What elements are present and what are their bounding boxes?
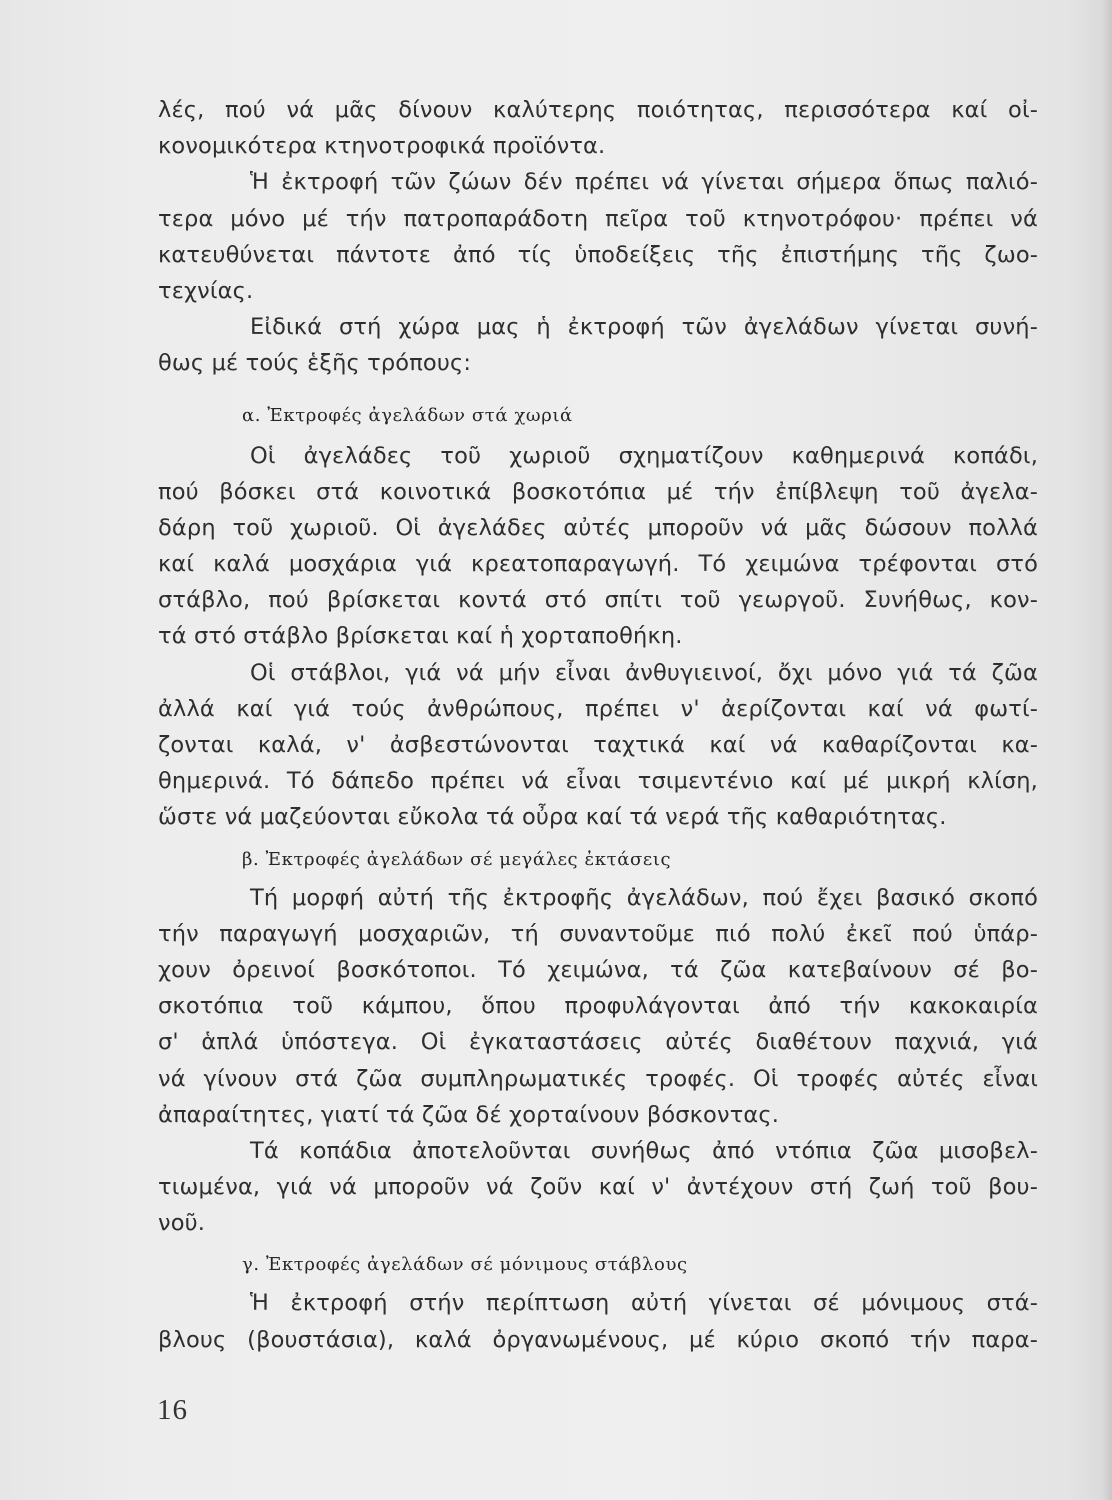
text-line: τερα μόνο μέ τήν πατροπαράδοτη πεῖρα τοῦ κτηνοτρόφου· πρέπει νά — [158, 205, 1038, 232]
text-line: καί καλά μοσχάρια γιά κρεατοπαραγωγή. Τό χειμώνα τρέφονται στό — [158, 551, 1038, 578]
text-line: Τά κοπάδια ἀποτελοῦνται συνήθως ἀπό ντόπια ζῶα μισοβελ- — [250, 1137, 1038, 1164]
text-line: ἀλλά καί γιά τούς ἀνθρώπους, πρέπει ν' ἀερίζονται καί νά φωτί- — [158, 695, 1038, 722]
text-line: ζονται καλά, ν' ἀσβεστώνονται ταχτικά καί νά καθαρίζονται κα- — [158, 732, 1038, 758]
text-line: νοῦ. — [158, 1210, 206, 1237]
text-line: τά στό στάβλο βρίσκεται καί ἡ χορταποθήκη. — [158, 623, 683, 650]
text-line: Οἱ στάβλοι, γιά νά μήν εἶναι ἀνθυγιεινοί, ὄχι μόνο γιά τά ζῶα — [250, 659, 1038, 686]
section-heading-a: α. Ἐκτροφές ἀγελάδων στά χωριά — [242, 404, 573, 426]
paragraph-permanent-stables — [158, 1285, 1038, 1357]
text-line: σκοτόπια τοῦ κάμπου, ὅπου προφυλάγονται ἀπό τήν κακοκαιρία — [158, 993, 1038, 1020]
text-line: Εἰδικά στή χώρα μας ἡ ἐκτροφή τῶν ἀγελάδων γίνεται συνή- — [250, 314, 1038, 341]
text-line: βλους (βουστάσια), καλά ὀργανωμένους, μέ κύριο σκοπό τήν παρα- — [158, 1326, 1038, 1353]
text-line: Ἡ ἐκτροφή στήν περίπτωση αὐτή γίνεται σέ μόνιμους στά- — [250, 1290, 1038, 1317]
paragraph-villages — [158, 438, 1038, 655]
text-line: Τή μορφή αὐτή τῆς ἐκτροφῆς ἀγελάδων, πού ἔχει βασικό σκοπό — [250, 884, 1038, 911]
text-line: σ' ἁπλά ὑπόστεγα. Οἱ ἐγκαταστάσεις αὐτές διαθέτουν παχνιά, γιά — [158, 1029, 1038, 1056]
text-line: θως μέ τούς ἑξῆς τρόπους: — [158, 350, 472, 377]
text-line: Ἡ ἐκτροφή τῶν ζώων δέν πρέπει νά γίνεται σήμερα ὅπως παλιό- — [250, 169, 1038, 196]
text-line: λές, πού νά μᾶς δίνουν καλύτερης ποιότητας, περισσότερα καί οἰ- — [158, 97, 1038, 123]
paragraph-breeding-science — [158, 164, 1038, 309]
paragraph-country-methods — [158, 309, 1038, 381]
text-line: νά γίνουν στά ζῶα συμπληρωματικές τροφές. Οἱ τροφές αὐτές εἶναι — [158, 1065, 1038, 1092]
paragraph-large-areas — [158, 880, 1038, 1133]
page-edge-shadow — [1102, 0, 1112, 1500]
text-line: θημερινά. Τό δάπεδο πρέπει νά εἶναι τσιμεντένιο καί μέ μικρή κλίση, — [158, 768, 1038, 795]
text-line: χουν ὀρεινοί βοσκότοποι. Τό χειμώνα, τά ζῶα κατεβαίνουν σέ βο- — [158, 956, 1038, 983]
text-line: Οἱ ἀγελάδες τοῦ χωριοῦ σχηματίζουν καθημερινά κοπάδι, — [250, 442, 1038, 469]
text-line: τεχνίας. — [158, 277, 254, 304]
body-text — [158, 92, 1038, 1358]
text-line: κατευθύνεται πάντοτε ἀπό τίς ὑποδείξεις τῆς ἐπιστήμης τῆς ζωο- — [158, 241, 1038, 268]
text-line: πού βόσκει στά κοινοτικά βοσκοτόπια μέ τήν ἐπίβλεψη τοῦ ἀγελα- — [158, 478, 1038, 505]
intro-paragraph — [158, 92, 1038, 164]
text-line: στάβλο, πού βρίσκεται κοντά στό σπίτι τοῦ γεωργοῦ. Συνήθως, κον- — [158, 587, 1038, 614]
text-line: τήν παραγωγή μοσχαριῶν, τή συναντοῦμε πιό πολύ ἐκεῖ πού ὑπάρ- — [158, 920, 1038, 947]
page-number: 16 — [157, 1394, 188, 1426]
section-heading-b: β. Ἐκτροφές ἀγελάδων σέ μεγάλες ἐκτάσεις — [242, 848, 672, 870]
text-line: ὥστε νά μαζεύονται εὔκολα τά οὖρα καί τά νερά τῆς καθαριότητας. — [158, 804, 947, 831]
paragraph-stables — [158, 655, 1038, 836]
paragraph-herds — [158, 1133, 1038, 1242]
text-line: τιωμένα, γιά νά μποροῦν νά ζοῦν καί ν' ἀντέχουν στή ζωή τοῦ βου- — [158, 1174, 1038, 1201]
text-line: δάρη τοῦ χωριοῦ. Οἱ ἀγελάδες αὐτές μποροῦν νά μᾶς δώσουν πολλά — [158, 514, 1038, 541]
text-line: κονομικότερα κτηνοτροφικά προϊόντα. — [158, 133, 606, 160]
text-line: ἀπαραίτητες, γιατί τά ζῶα δέ χορταίνουν βόσκοντας. — [158, 1101, 780, 1128]
section-heading-c: γ. Ἐκτροφές ἀγελάδων σέ μόνιμους στάβλους — [242, 1254, 688, 1276]
